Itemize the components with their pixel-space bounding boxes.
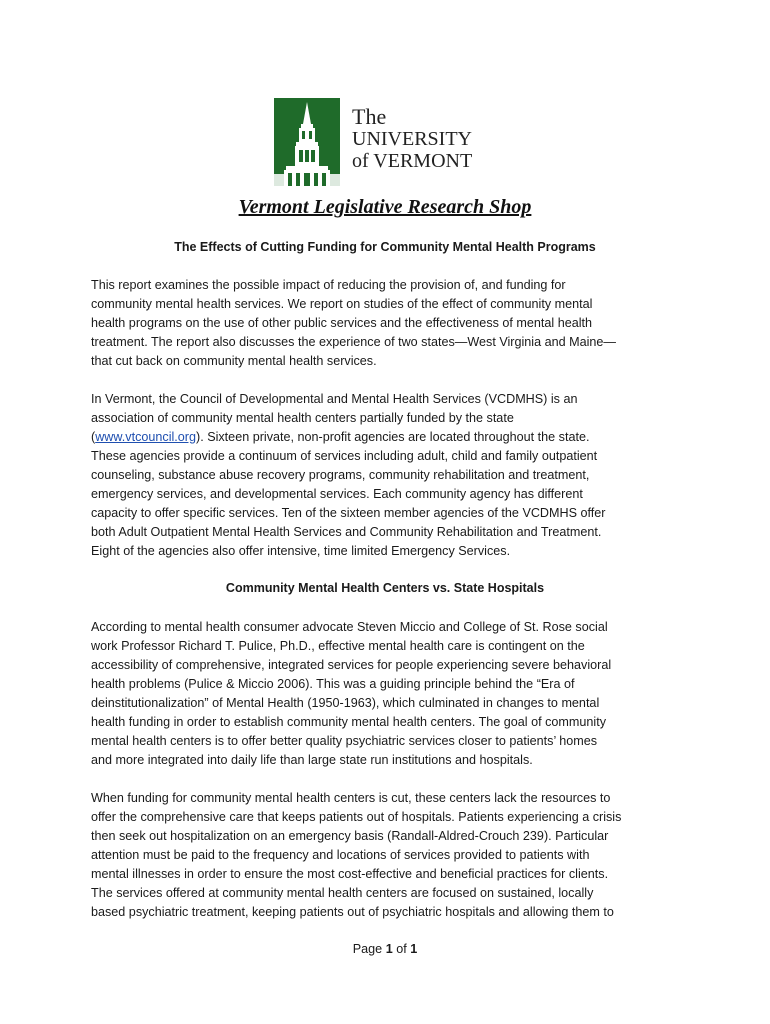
text-line: that cut back on community mental health services. xyxy=(91,354,377,368)
paren-open: ( xyxy=(91,430,96,444)
text-line: and more integrated into daily life than large state run institutions and hospitals. xyxy=(91,753,533,767)
document-title: Vermont Legislative Research Shop xyxy=(238,196,532,218)
vermont-paragraph xyxy=(91,390,681,561)
funding-paragraph xyxy=(91,789,681,922)
logo-line-university: UNIVERSITY xyxy=(352,128,472,150)
text-line: mental health centers is to offer better quality psychiatric services closer to patients’ homes xyxy=(91,734,598,748)
text-line: Eight of the agencies also offer intensive, time limited Emergency Services. xyxy=(91,544,511,558)
logo-green-box xyxy=(274,98,340,186)
page-total: 1 xyxy=(410,942,418,956)
text-line: accessibility of comprehensive, integrated services for people experiencing severe behavioral xyxy=(91,658,612,672)
text-line: work Professor Richard T. Pulice, Ph.D., effective mental health care is contingent on the xyxy=(91,639,585,653)
text-line: emergency services, and developmental services. Each community agency has different xyxy=(91,487,583,501)
text-line: counseling, substance abuse recovery programs, community rehabilitation and treatment, xyxy=(91,468,590,482)
text-line: The services offered at community mental health centers are focused on sustained, locally xyxy=(91,886,594,900)
page-number: 1 xyxy=(385,942,393,956)
report-subtitle: The Effects of Cutting Funding for Community Mental Health Programs xyxy=(174,240,596,254)
text-line: When funding for community mental health centers is cut, these centers lack the resources to xyxy=(91,791,611,805)
text-line: based psychiatric treatment, keeping patients out of psychiatric hospitals and allowing them to xyxy=(91,905,614,919)
text-line: association of community mental health centers partially funded by the state xyxy=(91,411,514,425)
text-line: These agencies provide a continuum of services including adult, child and family outpatient xyxy=(91,449,598,463)
logo-line-the: The xyxy=(352,104,387,129)
page-word: Page xyxy=(352,942,383,956)
advocate-paragraph xyxy=(91,618,681,770)
logo-line-vermont: of VERMONT xyxy=(352,150,473,172)
text-line: both Adult Outpatient Mental Health Services and Community Rehabilitation and Treatment. xyxy=(91,525,602,539)
text-line: offer the comprehensive care that keeps patients out of hospitals. Patients experiencing a crisis xyxy=(91,810,622,824)
text-line: then seek out hospitalization on an emergency basis (Randall-Aldred-Crouch 239). Particular xyxy=(91,829,609,843)
university-logo xyxy=(274,98,504,186)
tower-icon xyxy=(274,98,340,186)
text-line: mental illnesses in order to ensure the most cost-effective and beneficial practices for clients. xyxy=(91,867,609,881)
text-line: treatment. The report also discusses the experience of two states—West Virginia and Maine— xyxy=(91,335,617,349)
page-footer xyxy=(0,942,770,956)
text-line-with-link xyxy=(91,428,681,447)
text-line: health programs on the use of other public services and the effectiveness of mental health xyxy=(91,316,593,330)
text-line: health problems (Pulice & Miccio 2006). This was a guiding principle behind the “Era of xyxy=(91,677,575,691)
of-word: of xyxy=(396,942,407,956)
vtcouncil-link[interactable]: www.vtcouncil.org xyxy=(95,430,196,444)
text-line: This report examines the possible impact of reducing the provision of, and funding for xyxy=(91,278,566,292)
text-line: community mental health services. We report on studies of the effect of community mental xyxy=(91,297,593,311)
text-line: capacity to offer specific services. Ten of the sixteen member agencies of the VCDMHS offer xyxy=(91,506,606,520)
text-line: attention must be paid to the frequency and locations of services provided to patients with xyxy=(91,848,590,862)
logo-wordmark xyxy=(352,106,472,172)
text-line: In Vermont, the Council of Developmental and Mental Health Services (VCDMHS) is an xyxy=(91,392,578,406)
link-trailing-text: ). Sixteen private, non-profit agencies are located throughout the state. xyxy=(196,430,590,444)
text-line: deinstitutionalization” of Mental Health (1950-1963), which culminated in changes to mental xyxy=(91,696,600,710)
section-heading: Community Mental Health Centers vs. State Hospitals xyxy=(225,581,545,595)
text-line: According to mental health consumer advocate Steven Miccio and College of St. Rose social xyxy=(91,620,608,634)
intro-paragraph xyxy=(91,276,681,371)
text-line: health funding in order to establish community mental health centers. The goal of community xyxy=(91,715,606,729)
